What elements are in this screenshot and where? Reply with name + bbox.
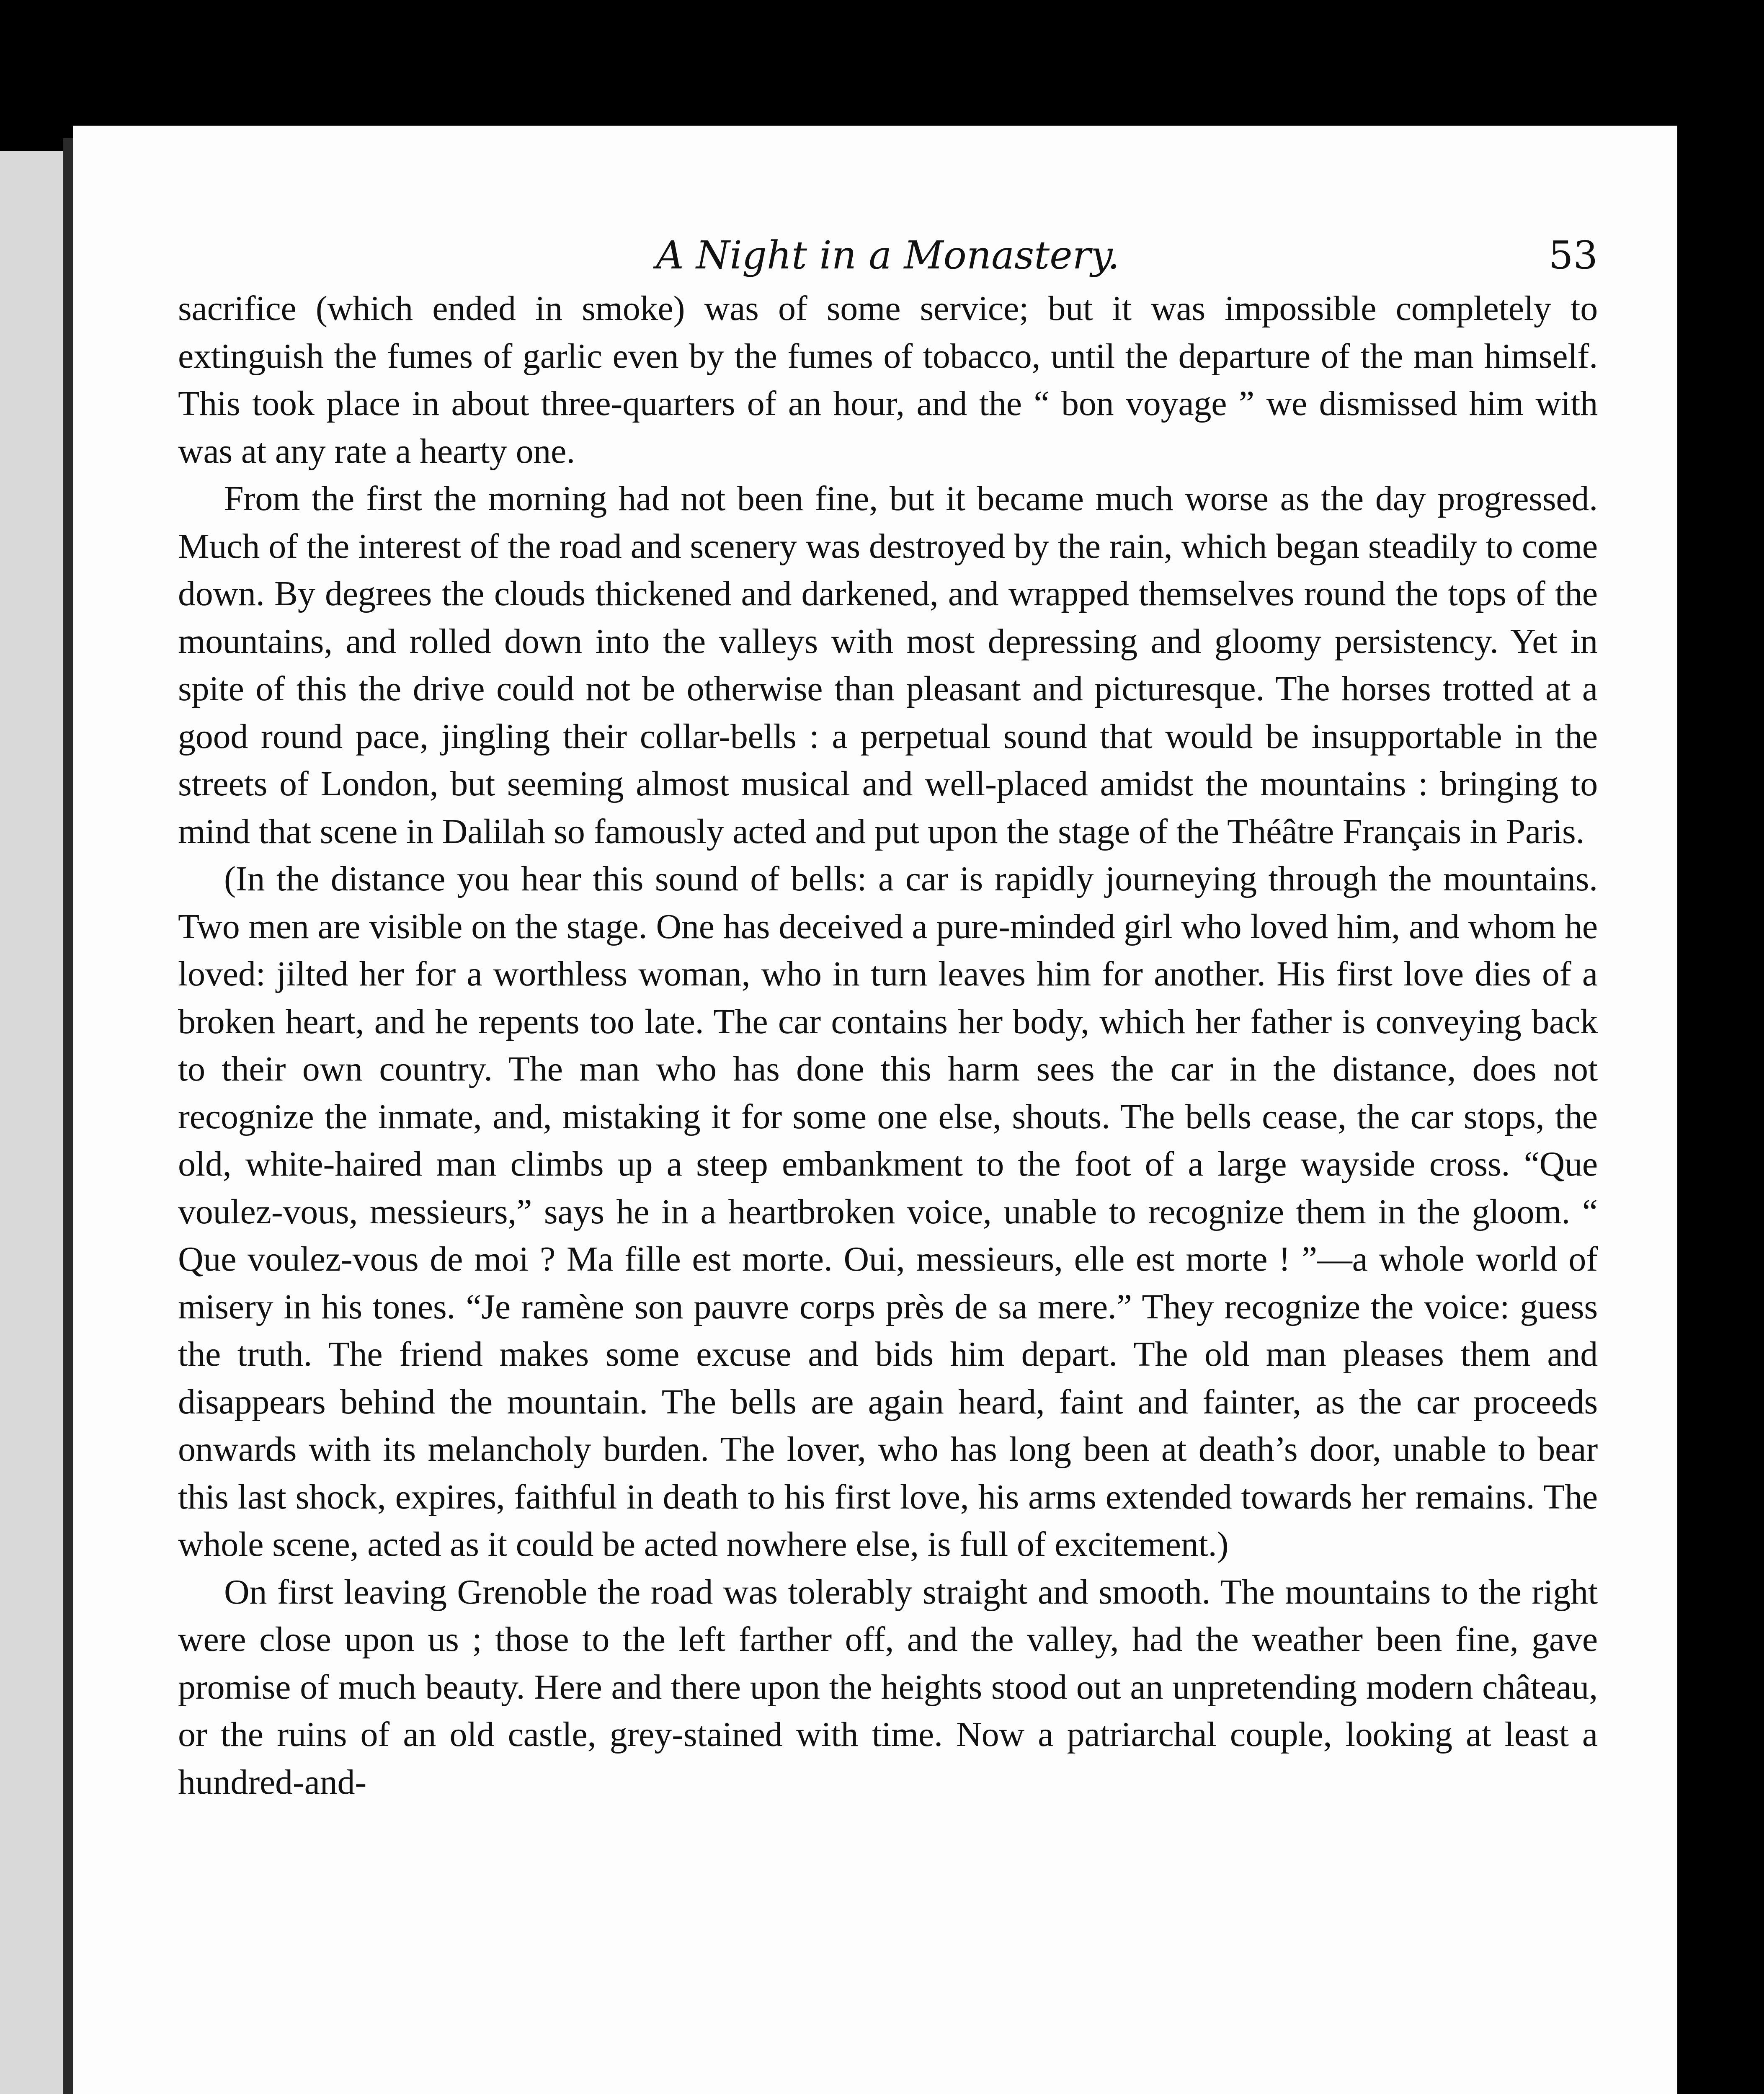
facing-page-edge	[0, 151, 65, 2094]
running-title: A Night in a Monastery.	[656, 233, 1120, 278]
paragraph: (In the distance you hear this sound of bells: a car is rapidly journeying through the mountains. Two men are visible on the stage. One has deceived a pure-minded girl who loved him, and whom he loved: jilted her for a worthless woman, who in turn leaves him for another. His first love dies of a broken heart, and he repents too late. The car contains her body, which her father is conveying back to their own country. The man who has done this harm sees the car in the distance, does not recognize the inmate, and, mistaking it for some one else, shouts. The bells cease, the car stops, the old, white-haired man climbs up a steep embankment to the foot of a large wayside cross. “Que voulez-vous, messieurs,” says he in a heartbroken voice, unable to recognize them in the gloom. “ Que voulez-vous de moi ? Ma fille est morte. Oui, messieurs, elle est morte ! ”—a whole world of misery in his tones. “Je ramène son pauvre corps près de sa mere.” They recognize the voice: guess the truth. The friend makes some excuse and bids him depart. The old man pleases them and disappears behind the mountain. The bells are again heard, faint and fainter, as the car proceeds onwards with its melancholy burden. The lover, who has long been at death’s door, unable to bear this last shock, expires, faithful in death to his first love, his arms extended towards her remains. The whole scene, acted as it could be acted nowhere else, is full of excitement.)	[178, 859, 1598, 1564]
paragraph: sacrifice (which ended in smoke) was of some service; but it was impossible completely to extinguish the fumes of garlic even by the fumes of tobacco, until the departure of the man himself. This took place in about three-quarters of an hour, and the “ bon voyage ” we dismissed him with was at any rate a hearty one.	[178, 289, 1598, 471]
book-page	[73, 126, 1677, 2094]
paragraph: From the first the morning had not been fine, but it became much worse as the day progressed. Much of the interest of the road and scenery was destroyed by the rain, which began steadily to come down. By degrees the clouds thickened and darkened, and wrapped themselves round the tops of the mountains, and rolled down into the valleys with most depressing and gloomy persistency. Yet in spite of this the drive could not be otherwise than pleasant and picturesque. The horses trotted at a good round pace, jingling their collar-bells : a perpetual sound that would be insupportable in the streets of London, but seeming almost musical and well-placed amidst the mountains : bringing to mind that scene in Dalilah so famously acted and put upon the stage of the Théâtre Français in Paris.	[178, 479, 1598, 851]
page-number: 53	[1548, 233, 1598, 278]
running-head	[178, 230, 1598, 281]
paragraph: On first leaving Grenoble the road was tolerably straight and smooth. The mountains to the right were close upon us ; those to the left farther off, and the valley, had the weather been fine, gave promise of much beauty. Here and there upon the heights stood out an unpretending modern château, or the ruins of an old castle, grey-stained with time. Now a patriarchal couple, looking at least a hundred-and-	[178, 1572, 1598, 1802]
body-text	[178, 285, 1598, 1806]
